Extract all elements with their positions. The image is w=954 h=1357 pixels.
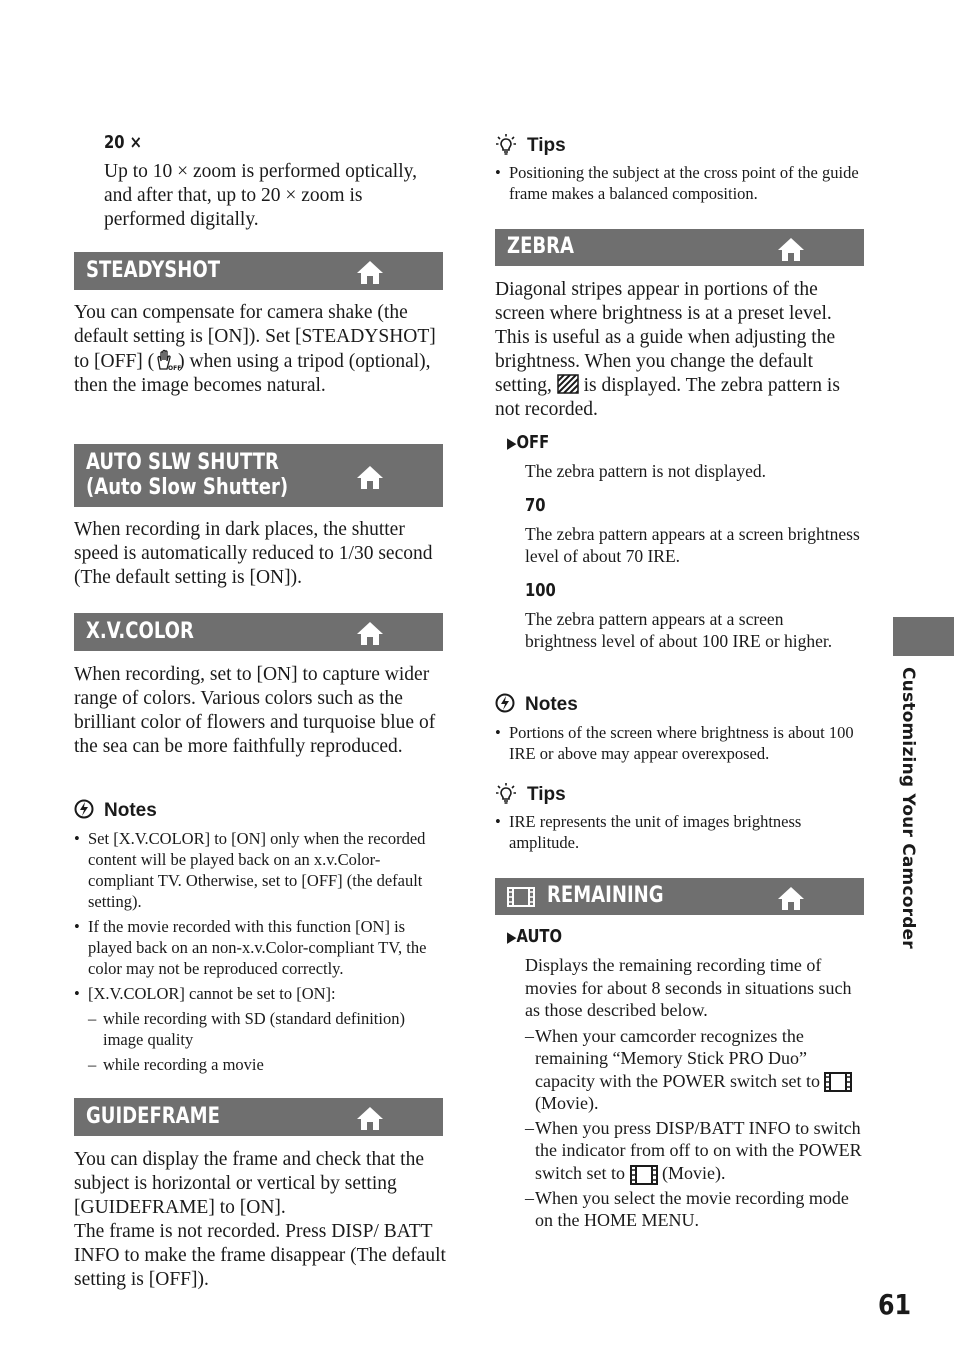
zebra-pattern-icon — [557, 374, 579, 394]
auto-slow-shutter-subtitle: (Auto Slow Shutter) — [86, 475, 289, 500]
auto-slow-shutter-header — [74, 444, 443, 507]
steadyshot-description: You can compensate for camera shake (the default setting is [ON]). Set [STEADYSHOT] to [OFF] ( OFF ) when using a tripod (optional), then the image becomes natural. — [74, 302, 436, 396]
zebra-tips-heading: Tips — [495, 782, 566, 806]
zebra-description: Diagonal stripes appear in portions of the screen where brightness is at a preset level. This is useful as a guide when adjusting the brightness. When you change the default setting, is displayed. The zebra pattern is not recorded. — [495, 279, 840, 420]
note-item: • [X.V.COLOR] cannot be set to [ON]: — [74, 983, 444, 1004]
page-number: 61 — [878, 1288, 912, 1321]
guideframe-title: GUIDEFRAME — [86, 1104, 220, 1129]
zebra-title: ZEBRA — [507, 234, 575, 259]
default-setting-marker-icon: ▶ — [507, 434, 517, 452]
auto-slow-shutter-title: AUTO SLW SHUTTR — [86, 450, 279, 475]
remaining-option-auto-label: ▶AUTO — [507, 926, 563, 947]
steadyshot-off-icon — [154, 349, 182, 372]
remaining-header — [495, 878, 864, 915]
zebra-option-70-desc: The zebra pattern appears at a screen brightness level of about 70 IRE. — [525, 524, 860, 566]
zebra-tips-list — [495, 811, 865, 853]
zebra-notes-heading: Notes — [495, 693, 578, 716]
zebra-option-100-label: 100 — [525, 580, 556, 601]
home-icon — [356, 464, 384, 490]
remaining-auto-desc: Displays the remaining recording time of movies for about 8 seconds in situations such as those described below. – When your camcorder recognizes the remaining “Memory Stick PRO Duo” capacity with the POWER switch set to (Movie). – When you press DISP/BATT INFO to switch the indicator from off to on with the POWER switch set to (Movie). – When you select the movie recording mode on the HOME MENU. — [525, 954, 865, 1232]
movie-film-icon — [507, 887, 535, 907]
svg-text:OFF: OFF — [168, 365, 182, 372]
sub-note-item: – while recording a movie — [88, 1054, 444, 1075]
home-icon — [777, 885, 805, 911]
zebra-option-100-desc: The zebra pattern appears at a screen brightness level of about 100 IRE or higher. — [525, 609, 833, 651]
zoom-20x-heading: 20 × — [104, 132, 143, 153]
home-icon — [356, 259, 384, 285]
tips-list — [495, 162, 865, 204]
chapter-tab-marker — [893, 617, 954, 656]
default-setting-marker-icon: ▶ — [507, 928, 517, 946]
zebra-header — [495, 229, 864, 266]
note-item: • Set [X.V.COLOR] to [ON] only when the recorded content will be played back on an x.v.Color-compliant TV. Otherwise, set to [OFF] (the default setting). — [74, 828, 444, 912]
zebra-notes-list — [495, 722, 865, 764]
chapter-side-label: Customizing Your Camcorder — [898, 667, 918, 949]
tips-heading: Tips — [495, 133, 566, 157]
remaining-title: REMAINING — [547, 883, 664, 908]
notes-icon — [74, 799, 94, 819]
auto-slow-shutter-description: When recording in dark places, the shutter speed is automatically reduced to 1/30 second (The default setting is [ON]). — [74, 519, 433, 588]
remaining-item: – When you press DISP/BATT INFO to switch the indicator from off to on with the POWER switch set to (Movie). — [525, 1117, 865, 1185]
tips-lightbulb-icon — [495, 782, 517, 804]
xvcolor-header — [74, 613, 443, 651]
sub-note-item: – while recording with SD (standard definition) image quality — [88, 1008, 444, 1050]
movie-film-icon — [630, 1165, 658, 1185]
note-item: • If the movie recorded with this function [ON] is played back on an non-x.v.Color-compliant TV, the color may not be reproduced correctly. — [74, 916, 444, 979]
zebra-option-off-desc: The zebra pattern is not displayed. — [525, 461, 767, 481]
zebra-option-off-label: ▶OFF — [507, 432, 550, 453]
tip-item: • IRE represents the unit of images brightness amplitude. — [495, 811, 865, 853]
tips-lightbulb-icon — [495, 133, 517, 155]
guideframe-description: You can display the frame and check that the subject is horizontal or vertical by setting [GUIDEFRAME] to [ON]. The frame is not recorded. Press DISP/ BATT INFO to make the frame disappear (The default setting is [OFF]). — [74, 1149, 446, 1290]
home-icon — [777, 236, 805, 262]
guideframe-header — [74, 1098, 443, 1136]
remaining-list — [525, 1025, 865, 1232]
xvcolor-notes-heading: Notes — [74, 799, 157, 822]
remaining-item: – When you select the movie recording mode on the HOME MENU. — [525, 1187, 865, 1232]
steadyshot-title: STEADYSHOT — [86, 258, 221, 283]
steadyshot-header — [74, 252, 443, 290]
home-icon — [356, 620, 384, 646]
remaining-item: – When your camcorder recognizes the remaining “Memory Stick PRO Duo” capacity with the POWER switch set to (Movie). — [525, 1025, 865, 1115]
xvcolor-description: When recording, set to [ON] to capture wider range of colors. Various colors such as the brilliant color of flowers and turquoise blue of the sea can be more faithfully reproduced. — [74, 664, 436, 757]
xvcolor-notes-list — [74, 828, 444, 1075]
xvcolor-title: X.V.COLOR — [86, 619, 194, 644]
notes-icon — [495, 693, 515, 713]
tip-item: • Positioning the subject at the cross point of the guide frame makes a balanced composition. — [495, 162, 865, 204]
home-icon — [356, 1105, 384, 1131]
note-item: • Portions of the screen where brightness is about 100 IRE or above may appear overexposed. — [495, 722, 865, 764]
zebra-option-70-label: 70 — [525, 495, 546, 516]
movie-film-icon — [824, 1072, 852, 1092]
zoom-20x-description: Up to 10 × zoom is performed optically, and after that, up to 20 × zoom is performed digitally. — [104, 161, 417, 230]
